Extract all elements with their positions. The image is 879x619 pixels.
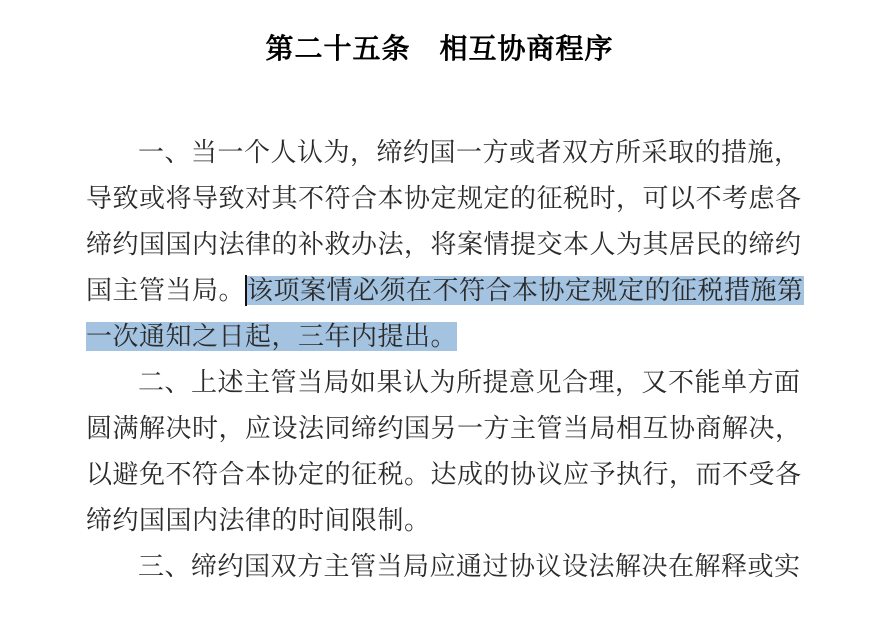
text-line[interactable] (86, 406, 831, 452)
text-line[interactable] (86, 544, 831, 590)
text-line[interactable] (86, 130, 831, 176)
text-segment: 导致或将导致对其不符合本协定规定的征税时，可以不考虑各 (86, 184, 802, 213)
text-segment: 圆满解决时，应设法同缔约国另一方主管当局相互协商解决， (86, 414, 802, 443)
text-line[interactable] (86, 452, 831, 498)
text-line[interactable] (86, 268, 831, 314)
text-line[interactable] (86, 498, 831, 544)
selected-text: 该项案情必须在不符合本协定规定的征税措施第 (247, 276, 804, 305)
text-segment: 三、缔约国双方主管当局应通过协议设法解决在解释或实 (138, 552, 801, 581)
text-segment: 二、上述主管当局如果认为所提意见合理，又不能单方面 (138, 368, 801, 397)
text-segment: 缔约国国内法律的时间限制。 (86, 506, 431, 535)
text-line[interactable] (86, 360, 831, 406)
selected-text: 一次通知之日起，三年内提出。 (86, 322, 458, 351)
document-body (86, 130, 831, 590)
text-segment: 以避免不符合本协定的征税。达成的协议应予执行，而不受各 (86, 460, 802, 489)
text-line[interactable] (86, 222, 831, 268)
text-segment: 国主管当局。 (86, 276, 246, 305)
text-line[interactable] (86, 314, 831, 360)
text-segment: 缔约国国内法律的补救办法，将案情提交本人为其居民的缔约 (86, 230, 802, 259)
page-title: 第二十五条 相互协商程序 (265, 33, 614, 64)
text-line[interactable] (86, 176, 831, 222)
text-segment: 一、当一个人认为，缔约国一方或者双方所采取的措施， (138, 138, 801, 167)
